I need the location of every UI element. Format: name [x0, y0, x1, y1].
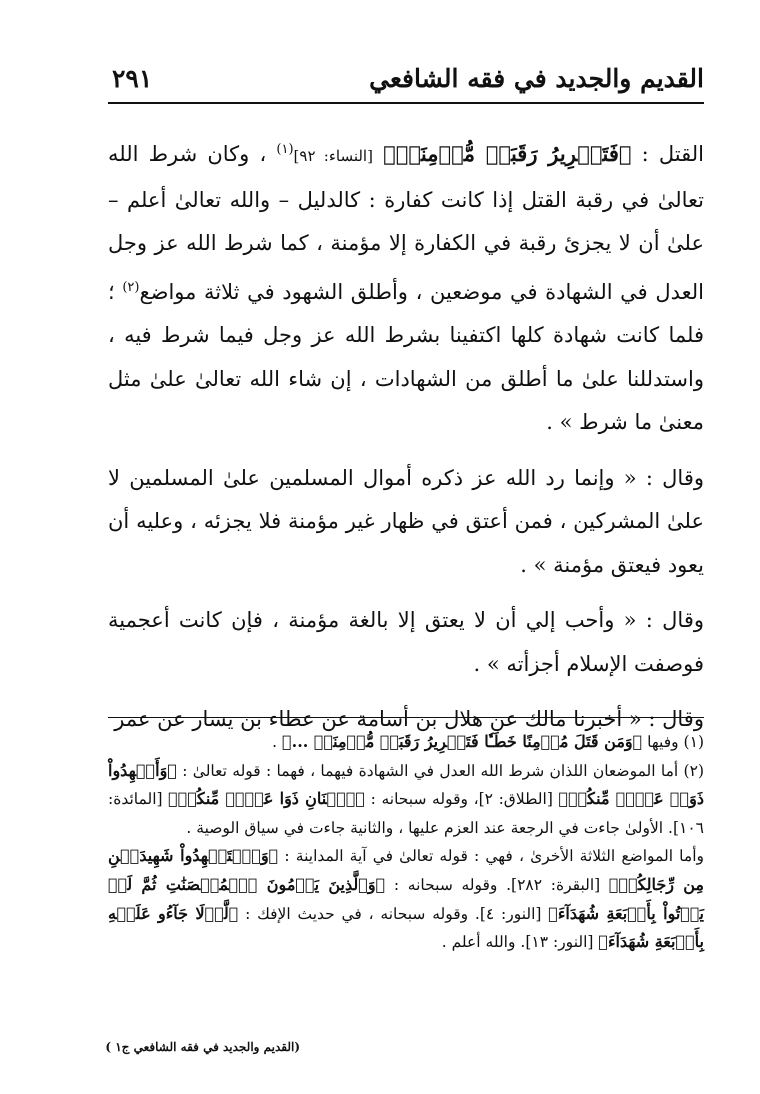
paragraph-1	[108, 128, 704, 445]
footnote-2-mid-3: . وقوله سبحانه :	[393, 875, 512, 894]
page-number: ٢٩١	[112, 64, 153, 93]
footnote-2-number: (٢)	[683, 761, 704, 780]
page-header	[108, 60, 704, 104]
paragraph-1-middle: ، وكان شرط الله تعالىٰ في رقبة القتل إذا كانت كفارة : كالدليل – والله تعالىٰ أعلم – علىٰ أن لا يجزئ رقبة في الكفارة إلا مؤمنة ، كما شرط الله عز وجل العدل في الشهادة في موضعين ، وأطلق الشهود في ثلاثة مواضع	[108, 142, 704, 304]
footnote-divider	[108, 717, 704, 718]
footnote-2-end: . والله أعلم .	[441, 933, 526, 952]
main-text	[108, 128, 704, 742]
footnote-1-tail: .	[272, 733, 278, 751]
footnote-2-line-3: وأما المواضع الثلاثة الأخرىٰ ، فهي : قوله تعالىٰ في آية المداينة :	[284, 847, 704, 866]
book-volume-label: (القديم والجديد في فقه الشافعي ج١ )	[105, 1040, 300, 1054]
footnote-2-verse-3: ﴿وَٱسۡتَشۡهِدُواْ شَهِيدَيۡنِ مِن رِّجَالِكُمۡ﴾	[108, 846, 704, 894]
footnote-2-verse-5: ﴿لَّوۡلَا جَآءُو عَلَيۡهِ بِأَرۡبَعَةِ شُهَدَآءَ﴾	[108, 903, 704, 952]
footnote-2-continued	[108, 842, 704, 956]
footnote-2-ref-2: [المائدة: ١٠٦]	[108, 790, 704, 837]
footnote-1	[108, 728, 704, 757]
footnote-2-mid-4: . وقوله سبحانه ، في حديث الإفك :	[245, 904, 480, 923]
quran-verse: ﴿فَتَحۡرِيرُ رَقَبَةٖ مُّؤۡمِنَةٖ﴾	[383, 141, 632, 166]
paragraph-1-start: القتل :	[641, 142, 704, 166]
paragraph-2: وقال : « وإنما رد الله عز ذكره أموال المسلمين علىٰ المسلمين لا علىٰ المشركين ، فمن أعتق في ظهار غير مؤمنة فلا يجزئه ، وعليه أن يعود فيعتق مؤمنة » .	[108, 465, 704, 577]
footnotes	[108, 728, 704, 957]
footnote-1-verse: ﴿وَمَن قَتَلَ مُؤۡمِنًا خَطَـٔٗا فَتَحۡرِيرُ رَقَبَةٖ مُّؤۡمِنَةٖ ...﴾	[282, 732, 643, 751]
footnote-2	[108, 757, 704, 843]
footnote-2-verse-4: ﴿وَٱلَّذِينَ يَرۡمُونَ ٱلۡمُحۡصَنَٰتِ ثُمَّ لَمۡ يَأۡتُواْ بِأَرۡبَعَةِ شُهَدَآءَ﴾	[108, 874, 704, 923]
footnote-2-ref-5: [النور: ١٣]	[525, 933, 594, 952]
footnote-2-line-2: . الأولىٰ جاءت في الرجعة عند العزم عليها ، والثانية جاءت في سياق الوصية .	[186, 818, 673, 837]
footnote-2-mid-1: ، وقوله سبحانه :	[370, 790, 479, 809]
running-title: القديم والجديد في فقه الشافعي	[369, 64, 704, 93]
footnote-1-lead: وفيها	[647, 733, 679, 751]
footnote-2-ref-4: [النور: ٤]	[479, 904, 542, 923]
footnote-2-ref-1: [الطلاق: ٢]	[478, 790, 553, 809]
verse-reference: [النساء: ٩٢]	[293, 147, 373, 165]
paragraph-1-end: ؛ فلما كانت شهادة كلها اكتفينا بشرط الله عز وجل فيما شرط فيه ، واستدللنا علىٰ ما أطلق من الشهادات ، إن شاء الله تعالىٰ علىٰ مثل معنىٰ ما شرط » .	[108, 279, 704, 434]
paragraph-3: وقال : « وأحب إلي أن لا يعتق إلا بالغة مؤمنة ، فإن كانت أعجمية فوصفت الإسلام أجزأته » .	[108, 608, 704, 676]
footnote-2-verse-2: ﴿ٱثۡنَانِ ذَوَا عَدۡلٖ مِّنكُمۡ﴾	[168, 789, 366, 809]
footnote-marker-1: (١)	[276, 142, 294, 157]
footnote-2-line-1: أما الموضعان اللذان شرط الله العدل في الشهادة فيهما ، فهما : قوله تعالىٰ :	[182, 761, 679, 780]
footnote-1-number: (١)	[683, 733, 704, 751]
footnote-marker-2: (٢)	[122, 279, 140, 295]
footnote-2-ref-3: [البقرة: ٢٨٢]	[511, 875, 601, 894]
footnote-2-verse-1: ﴿وَأَشۡهِدُواْ ذَوَيۡ عَدۡلٖ مِّنكُمۡ﴾	[108, 760, 704, 809]
paragraph-4: وقال : « أخبرنا مالك عن هلال بن أسامة عن عطاء بن يسار عن عمر	[114, 707, 704, 731]
